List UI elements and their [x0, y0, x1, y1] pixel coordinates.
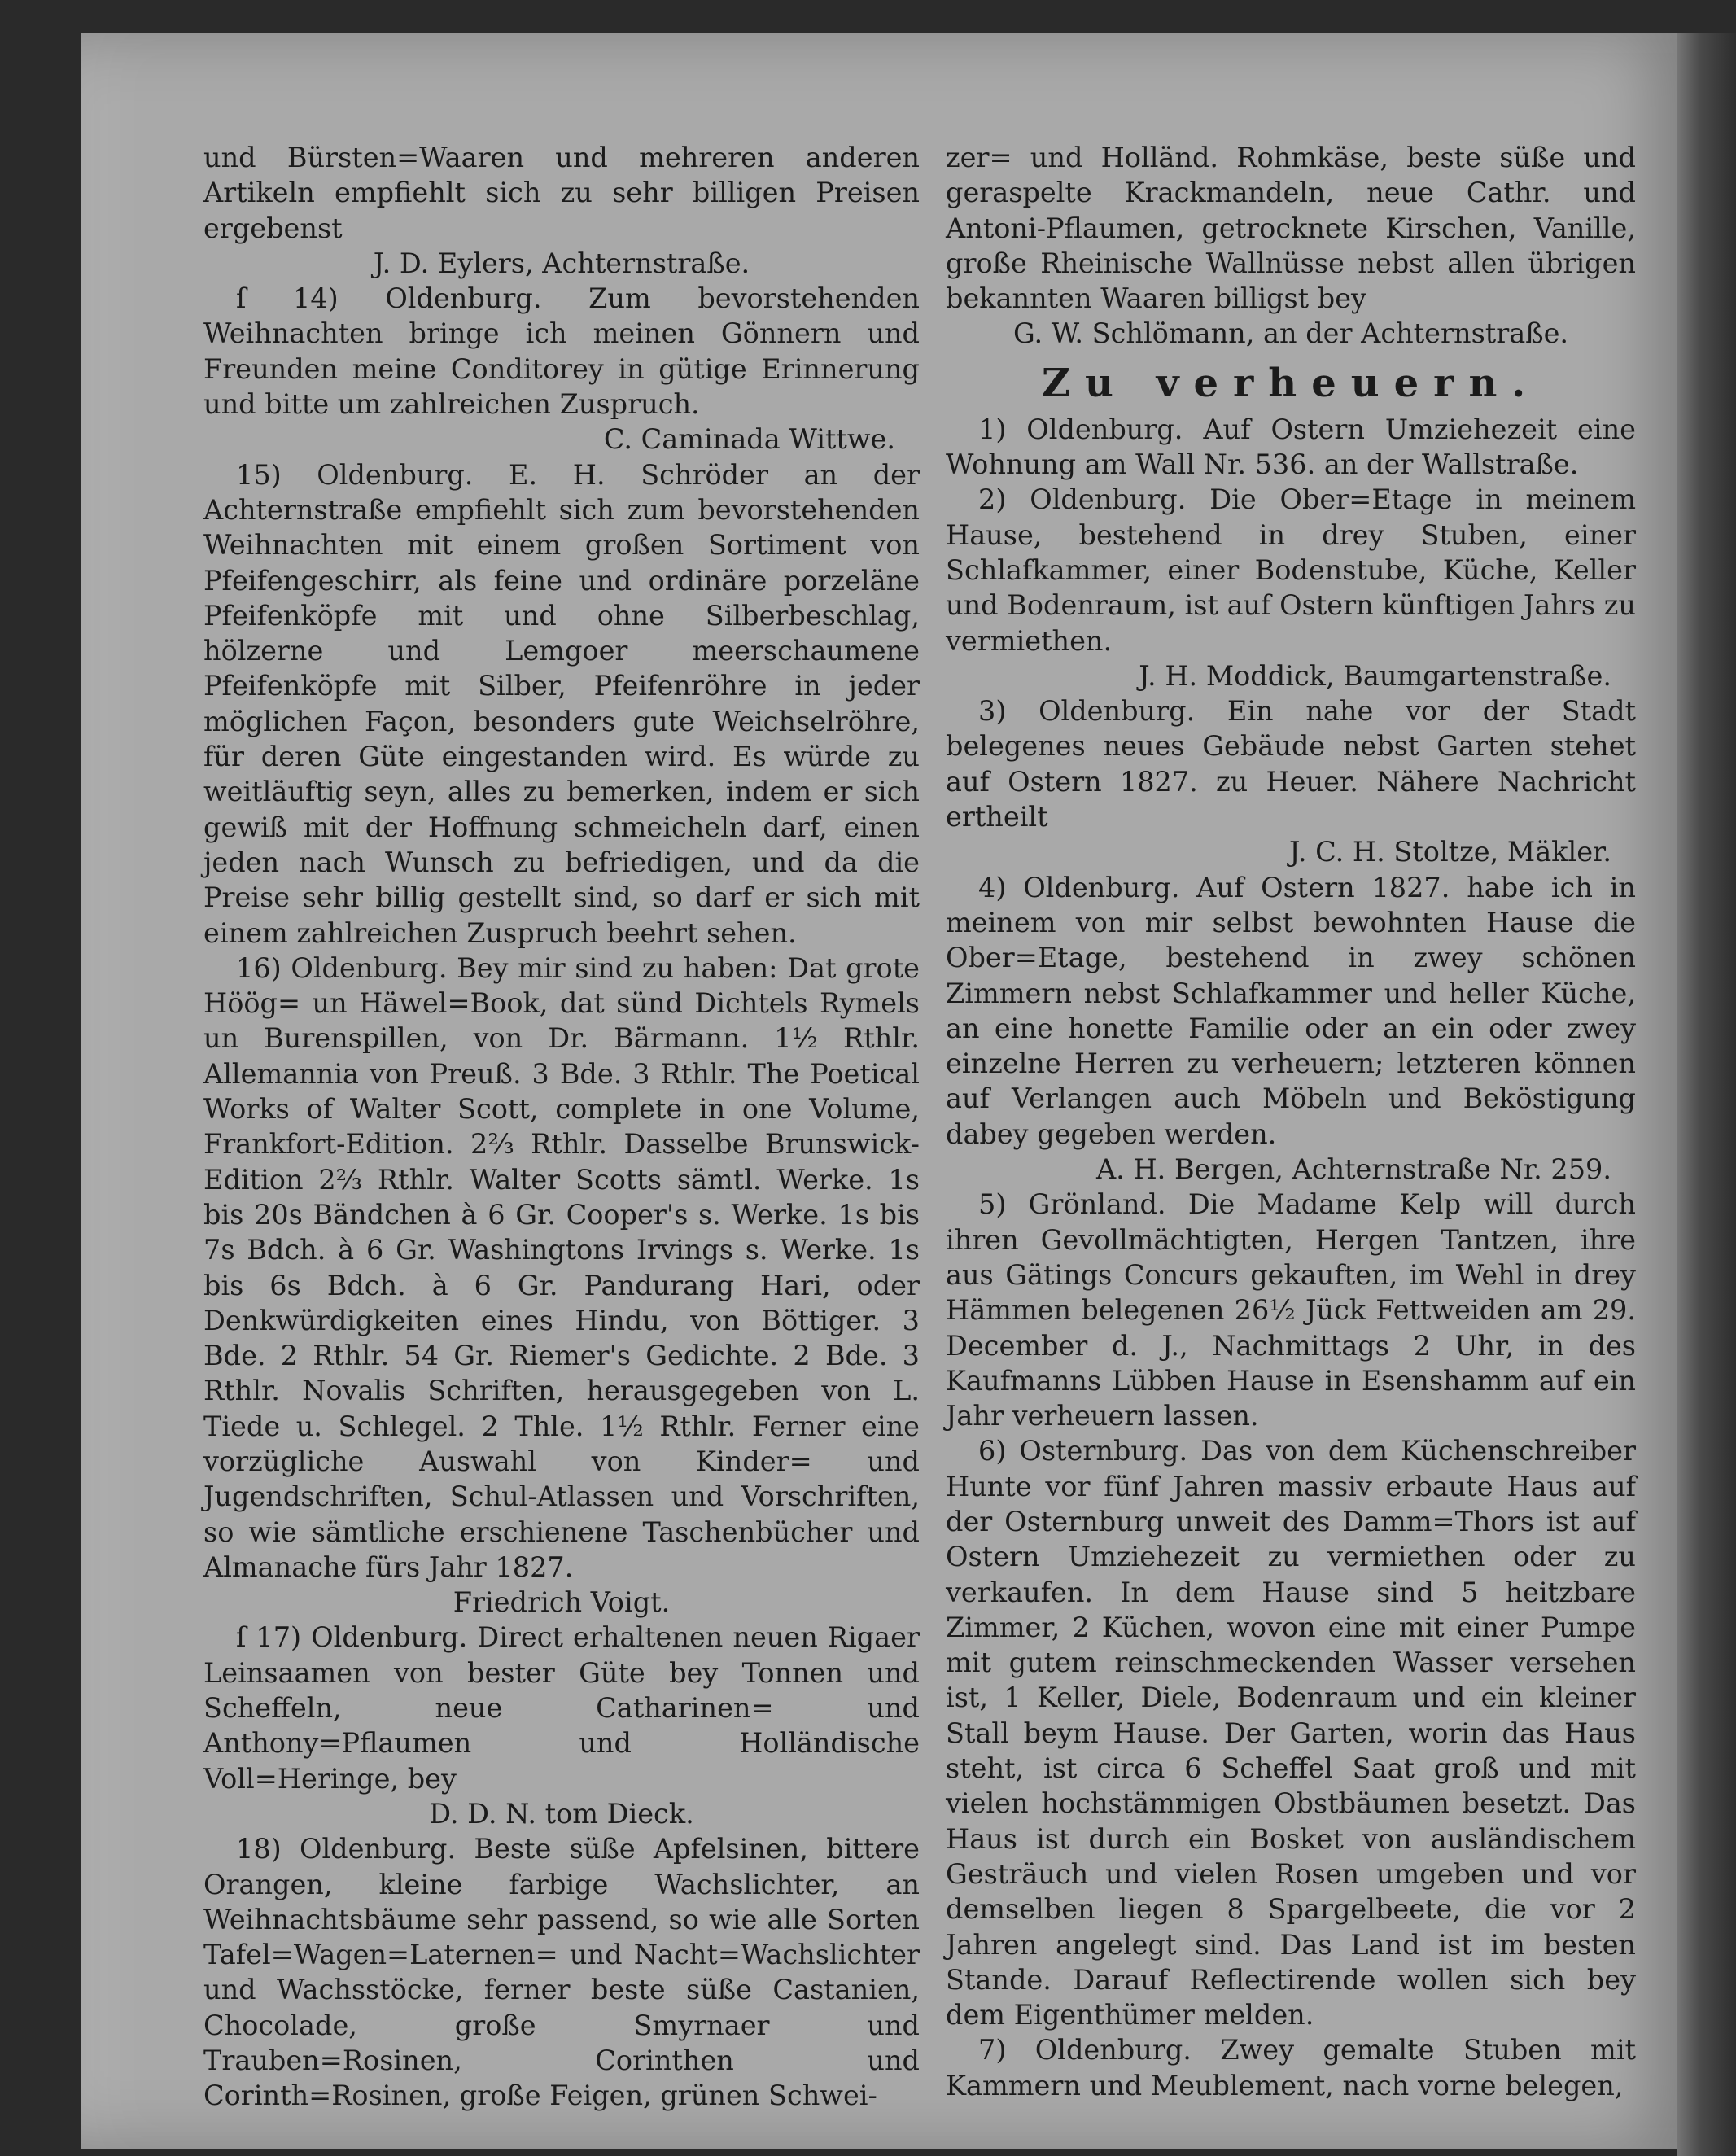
section-heading: Zu verheuern. [1041, 360, 1541, 406]
ad-16-text: 16) Oldenburg. Bey mir sind zu haben: Dat grote Höög= un Häwel=Book, dat sünd Dichtels Rymels un Burenspillen, von Dr. Bärmann. 1½ Rthlr. Allemannia von Preuß. 3 Bde. 3 Rthlr. The Poetical Works of Walter Scott, complete in one Volume, Frankfort-Edition. 2⅔ Rthlr. Dasselbe Brunswick-Edition 2⅔ Rthlr. Walter Scotts sämtl. Werke. 1s bis 20s Bändchen à 6 Gr. Cooper's s. Werke. 1s bis 7s Bdch. à 6 Gr. Washingtons Irvings s. Werke. 1s bis 6s Bdch. à 6 Gr. Pandurang Hari, oder Denkwürdigkeiten eines Hindu, von Böttiger. 3 Bde. 2 Rthlr. 54 Gr. Riemer's Gedichte. 2 Bde. 3 Rthlr. Novalis Schriften, herausgegeben von L. Tiede u. Schlegel. 2 Thle. 1½ Rthlr. Ferner eine vorzügliche Auswahl von Kinder= und Jugendschriften, Schul-Atlassen und Vorschriften, so wie sämtliche erschienene Taschenbücher und Almanache fürs Jahr 1827. [203, 951, 920, 1583]
rent-ad-7-text: 7) Oldenburg. Zwey gemalte Stuben mit Kammern und Meublement, nach vorne belegen, [946, 2034, 1636, 2101]
rent-ad-4-signature: A. H. Bergen, Achternstraße Nr. 259. [1095, 1153, 1611, 1186]
continuation-text-right: zer= und Holländ. Rohmkäse, beste süße und geraspelte Krackmandeln, neue Cathr. und Antoni-Pflaumen, getrocknete Kirschen, Vanille, große Rheinische Wallnüsse nebst allen übrigen bekannten Waaren billigst bey [946, 142, 1636, 315]
rent-ad-5-text: 5) Grönland. Die Madame Kelp will durch ihren Gevollmächtigten, Hergen Tantzen, ihre aus Gätings Concurs gekauften, im Wehl in drey Hämmen belegenen 26½ Jück Fettweiden am 29. December d. J., Nachmittags 2 Uhr, in des Kaufmanns Lübben Hause in Esenshamm auf ein Jahr verheuern lassen. [946, 1188, 1636, 1432]
signature-eylers: J. D. Eylers, Achternstraße. [373, 247, 750, 279]
book-gutter [1677, 33, 1736, 2156]
ad-17-signature: D. D. N. tom Dieck. [429, 1797, 694, 1830]
rent-ad-2-text: 2) Oldenburg. Die Ober=Etage in meinem Hause, bestehend in drey Stuben, einer Schlafkammer, einer Bodenstube, Küche, Keller und Bodenraum, ist auf Ostern künftigen Jahrs zu vermiethen. [946, 483, 1636, 657]
continuation-text: und Bürsten=Waaren und mehreren anderen Artikeln empfiehlt sich zu sehr billigen Preisen ergebenst [203, 142, 920, 244]
signature-schloemann: G. W. Schlömann, an der Achternstraße. [1012, 317, 1569, 350]
rent-ad-4-text: 4) Oldenburg. Auf Ostern 1827. habe ich in meinem von mir selbst bewohnten Hause die Ober=Etage, bestehend in zwey schönen Zimmern nebst Schlafkammer und heller Küche, an eine honette Familie oder an ein oder zwey einzelne Herren zu verheuern; letzteren können auf Verlangen auch Möbeln und Beköstigung dabey gegeben werden. [946, 871, 1636, 1150]
rent-ad-6-text: 6) Osternburg. Das von dem Küchenschreiber Hunte vor fünf Jahren massiv erbaute Haus auf der Osternburg unweit des Damm=Thors ist auf Ostern Umziehezeit zu vermiethen oder zu verkaufen. In dem Hause sind 5 heitzbare Zimmer, 2 Küchen, wovon eine mit einer Pumpe mit gutem reinschmeckenden Wasser versehen ist, 1 Keller, Diele, Bodenraum und ein kleiner Stall beym Hause. Der Garten, worin das Haus steht, ist circa 6 Scheffel Saat groß und mit vielen hochstämmigen Obstbäumen besetzt. Das Haus ist durch ein Bosket von ausländischem Gesträuch und vielen Rosen umgeben und vor demselben liegen 8 Spargelbeete, die vor 2 Jahren angelegt sind. Das Land ist im besten Stande. Darauf Reflectirende wollen sich bey dem Eigenthümer melden. [946, 1435, 1636, 2031]
rent-ad-2-signature: J. H. Moddick, Baumgartenstraße. [1139, 659, 1611, 692]
rent-ad-1-text: 1) Oldenburg. Auf Ostern Umziehezeit eine Wohnung am Wall Nr. 536. an der Wallstraße. [946, 413, 1636, 481]
rent-ad-3-text: 3) Oldenburg. Ein nahe vor der Stadt belegenes neues Gebäude nebst Garten stehet auf Ostern 1827. zu Heuer. Nähere Nachricht ertheilt [946, 695, 1636, 833]
rent-ad-3-signature: J. C. H. Stoltze, Mäkler. [1289, 836, 1611, 868]
right-column [946, 140, 1636, 2103]
ad-18-text: 18) Oldenburg. Beste süße Apfelsinen, bittere Orangen, kleine farbige Wachslichter, an Weihnachtsbäume sehr passend, so wie alle Sorten Tafel=Wagen=Laternen= und Nacht=Wachslichter und Wachsstöcke, ferner beste süße Castanien, Chocolade, große Smyrnaer und Trauben=Rosinen, Corinthen und Corinth=Rosinen, große Feigen, grünen Schwei- [203, 1833, 920, 2112]
ad-14-signature: C. Caminada Wittwe. [603, 423, 895, 456]
ad-15-text: 15) Oldenburg. E. H. Schröder an der Achternstraße empfiehlt sich zum bevorstehenden Weihnachten mit einem großen Sortiment von Pfeifengeschirr, als feine und ordinäre porzeläne Pfeifenköpfe mit und ohne Silberbeschlag, hölzerne und Lemgoer meerschaumene Pfeifenköpfe mit Silber, Pfeifenröhre in jeder möglichen Façon, besonders gute Weichselröhre, für deren Güte eingestanden wird. Es würde zu weitläuftig seyn, alles zu bemerken, indem er sich gewiß mit der Hoffnung schmeicheln darf, einen jeden nach Wunsch zu befriedigen, und da die Preise sehr billig gestellt sind, so darf er sich mit einem zahlreichen Zuspruch beehrt sehen. [203, 458, 920, 949]
ad-17-text: ſ 17) Oldenburg. Direct erhaltenen neuen Rigaer Leinsaamen von bester Güte bey Tonnen und Scheffeln, neue Catharinen= und Anthony=Pflaumen und Holländische Voll=Heringe, bey [203, 1621, 920, 1795]
ad-14-text: ſ 14) Oldenburg. Zum bevorstehenden Weihnachten bringe ich meinen Gönnern und Freunden meine Conditorey in gütige Erinnerung und bitte um zahlreichen Zuspruch. [203, 282, 920, 421]
left-column [203, 140, 920, 2114]
ad-16-signature: Friedrich Voigt. [453, 1586, 671, 1619]
